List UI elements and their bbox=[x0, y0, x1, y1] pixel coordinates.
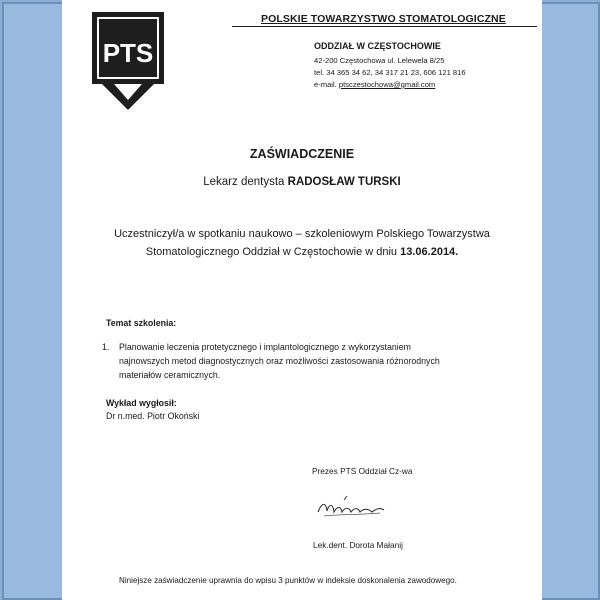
recipient bbox=[62, 176, 542, 188]
topic-item-line-2: najnowszych metod diagnostycznych oraz możliwości zastosowania różnorodnych bbox=[119, 356, 440, 366]
topic-item-line-1: Planowanie leczenia protetycznego i implantologicznego z wykorzystaniem bbox=[119, 342, 411, 352]
lecturer-name: Dr n.med. Piotr Okoński bbox=[106, 411, 200, 421]
topic-item-number: 1. bbox=[102, 342, 110, 352]
body-line-2 bbox=[62, 246, 542, 258]
pts-logo bbox=[92, 12, 164, 112]
certificate-title: ZAŚWIADCZENIE bbox=[249, 147, 355, 161]
handwritten-signature bbox=[314, 492, 394, 522]
organization-name: POLSKIE TOWARZYSTWO STOMATOLOGICZNE bbox=[261, 13, 506, 25]
header-rule bbox=[232, 26, 537, 27]
signer-role: Prezes PTS Oddział Cz-wa bbox=[312, 466, 413, 476]
topic-label: Temat szkolenia: bbox=[106, 318, 177, 328]
body-line-1: Uczestniczył/a w spotkaniu naukowo – szkoleniowym Polskiego Towarzystwa bbox=[114, 228, 490, 240]
signer-name: Lek.dent. Dorota Małanij bbox=[313, 540, 403, 550]
phone-numbers: tel. 34 365 34 62, 34 317 21 23, 606 121 816 bbox=[314, 68, 466, 77]
lecture-label: Wykład wygłosił: bbox=[106, 398, 177, 408]
certificate-page bbox=[62, 0, 542, 600]
topic-item-line-3: materiałów ceramicznych. bbox=[119, 370, 221, 380]
event-date: 13.06.2014. bbox=[400, 246, 459, 258]
body-line-2-text: Stomatologicznego Oddział w Częstochowie w dniu bbox=[145, 246, 398, 258]
branch-name: ODDZIAŁ W CZĘSTOCHOWIE bbox=[314, 41, 441, 51]
footer-note: Niniejsze zaświadczenie uprawnia do wpisu 3 punktów w indeksie doskonalenia zawodowego. bbox=[119, 576, 457, 585]
recipient-name: RADOSŁAW TURSKI bbox=[287, 176, 401, 188]
email-label: e-mail. bbox=[314, 80, 337, 89]
email-link[interactable]: ptsczestochowa@gmail.com bbox=[338, 80, 436, 89]
email-line bbox=[314, 80, 435, 89]
logo-text: PTS bbox=[102, 38, 154, 68]
recipient-prefix: Lekarz dentysta bbox=[203, 176, 285, 188]
address: 42-200 Częstochowa ul. Lelewela 8/25 bbox=[314, 56, 445, 65]
